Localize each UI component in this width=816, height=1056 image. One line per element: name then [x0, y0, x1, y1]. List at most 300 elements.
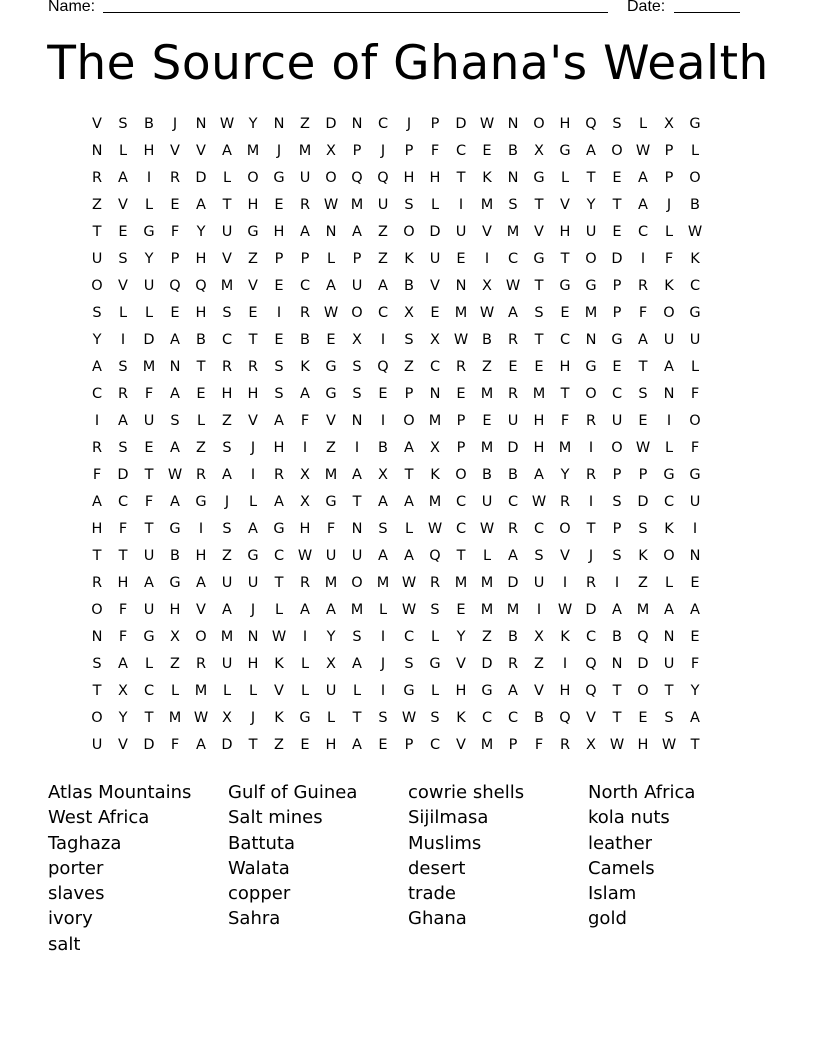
grid-letter: E — [274, 332, 284, 348]
grid-letter: B — [690, 197, 700, 213]
grid-letter: H — [533, 413, 545, 429]
grid-letter: W — [219, 116, 235, 132]
grid-row — [84, 111, 734, 138]
grid-letter: O — [403, 224, 415, 240]
grid-letter: V — [560, 548, 570, 564]
word-list-item: Muslims — [408, 832, 482, 854]
grid-row — [84, 678, 734, 705]
grid-letter: E — [430, 305, 440, 321]
grid-letter: R — [299, 305, 311, 321]
grid-letter: M — [506, 224, 520, 240]
grid-letter: R — [637, 278, 649, 294]
grid-letter: Q — [637, 629, 649, 645]
grid-letter: S — [664, 710, 674, 726]
grid-letter: F — [326, 521, 336, 537]
grid-letter: F — [144, 386, 154, 402]
grid-row — [84, 165, 734, 192]
grid-letter: L — [560, 170, 570, 186]
grid-letter: A — [612, 602, 622, 618]
word-list-item: cowrie shells — [408, 782, 525, 803]
grid-letter: D — [195, 170, 207, 186]
grid-letter: C — [377, 305, 389, 321]
grid-letter: B — [508, 629, 518, 645]
grid-row — [84, 543, 734, 570]
grid-letter: H — [247, 197, 259, 213]
grid-letter: A — [508, 683, 518, 699]
grid-letter: H — [533, 440, 545, 456]
grid-letter: U — [143, 548, 155, 564]
grid-letter: O — [689, 170, 701, 186]
grid-letter: H — [195, 305, 207, 321]
grid-letter: L — [118, 143, 128, 159]
grid-letter: W — [531, 494, 547, 510]
grid-letter: V — [170, 143, 180, 159]
grid-letter: V — [534, 683, 544, 699]
grid-letter: E — [690, 575, 700, 591]
grid-letter: Y — [560, 467, 570, 483]
grid-letter: T — [534, 197, 544, 213]
grid-letter: U — [585, 224, 597, 240]
grid-letter: K — [430, 467, 440, 483]
grid-letter: R — [585, 413, 597, 429]
grid-letter: I — [198, 521, 204, 537]
grid-letter: U — [377, 197, 389, 213]
grid-letter: H — [559, 116, 571, 132]
grid-letter: E — [482, 413, 492, 429]
grid-letter: D — [611, 251, 623, 267]
grid-letter: L — [690, 359, 700, 375]
grid-letter: X — [326, 143, 336, 159]
grid-letter: U — [247, 575, 259, 591]
grid-letter: L — [222, 683, 232, 699]
grid-letter: N — [429, 386, 441, 402]
grid-letter: A — [196, 575, 206, 591]
grid-letter: B — [482, 467, 492, 483]
grid-letter: C — [299, 278, 311, 294]
grid-letter: E — [170, 197, 180, 213]
grid-letter: S — [508, 197, 518, 213]
grid-letter: U — [481, 494, 493, 510]
grid-letter: L — [664, 575, 674, 591]
grid-letter: L — [300, 656, 310, 672]
grid-letter: M — [480, 737, 494, 753]
grid-letter: G — [689, 467, 701, 483]
grid-letter: S — [612, 116, 622, 132]
grid-letter: G — [533, 170, 545, 186]
grid-letter: V — [248, 278, 258, 294]
grid-row — [84, 327, 734, 354]
grid-letter: R — [585, 575, 597, 591]
grid-letter: A — [638, 197, 648, 213]
grid-letter: M — [454, 575, 468, 591]
grid-letter: A — [404, 548, 414, 564]
grid-letter: K — [300, 359, 310, 375]
grid-letter: N — [351, 116, 363, 132]
grid-letter: G — [247, 548, 259, 564]
word-list-item: ivory — [48, 908, 93, 930]
grid-letter: H — [637, 737, 649, 753]
grid-letter: W — [401, 710, 417, 726]
grid-letter: N — [91, 143, 103, 159]
grid-letter: S — [534, 305, 544, 321]
grid-letter: V — [482, 224, 492, 240]
grid-letter: H — [273, 224, 285, 240]
grid-letter: C — [455, 494, 467, 510]
grid-letter: U — [143, 602, 155, 618]
grid-letter: M — [636, 602, 650, 618]
grid-letter: D — [481, 656, 493, 672]
grid-letter: G — [689, 305, 701, 321]
grid-letter: A — [352, 467, 362, 483]
grid-letter: Z — [248, 251, 258, 267]
grid-letter: L — [300, 683, 310, 699]
grid-letter: O — [351, 305, 363, 321]
grid-letter: F — [534, 737, 544, 753]
grid-letter: Y — [586, 197, 596, 213]
word-list-item: salt — [48, 933, 81, 955]
grid-letter: A — [534, 467, 544, 483]
grid-letter: W — [401, 602, 417, 618]
grid-letter: I — [640, 251, 646, 267]
grid-letter: L — [326, 710, 336, 726]
grid-row — [84, 732, 734, 759]
grid-letter: P — [612, 305, 622, 321]
word-list-item: Ghana — [408, 908, 467, 930]
grid-letter: S — [274, 359, 284, 375]
grid-letter: Z — [482, 629, 492, 645]
grid-letter: P — [456, 440, 466, 456]
grid-letter: N — [91, 629, 103, 645]
grid-letter: F — [118, 521, 128, 537]
grid-letter: M — [584, 305, 598, 321]
grid-letter: L — [248, 494, 258, 510]
grid-letter: K — [664, 521, 674, 537]
grid-row — [84, 489, 734, 516]
grid-letter: C — [559, 332, 571, 348]
grid-letter: T — [612, 197, 622, 213]
grid-letter: M — [324, 467, 338, 483]
grid-letter: R — [169, 170, 181, 186]
grid-letter: E — [612, 170, 622, 186]
grid-letter: E — [170, 305, 180, 321]
grid-letter: M — [558, 440, 572, 456]
grid-letter: L — [118, 305, 128, 321]
grid-letter: M — [506, 602, 520, 618]
grid-letter: R — [91, 575, 103, 591]
grid-letter: G — [325, 386, 337, 402]
grid-letter: U — [429, 251, 441, 267]
grid-letter: T — [612, 710, 622, 726]
grid-letter: O — [585, 251, 597, 267]
grid-letter: P — [430, 116, 440, 132]
grid-letter: U — [325, 548, 337, 564]
grid-letter: P — [352, 143, 362, 159]
grid-letter: J — [224, 494, 230, 510]
grid-letter: R — [91, 440, 103, 456]
grid-letter: E — [378, 386, 388, 402]
grid-letter: G — [663, 467, 675, 483]
grid-letter: H — [403, 170, 415, 186]
grid-letter: A — [196, 197, 206, 213]
grid-row — [84, 381, 734, 408]
grid-letter: V — [196, 143, 206, 159]
grid-letter: U — [507, 413, 519, 429]
grid-letter: D — [455, 116, 467, 132]
grid-letter: U — [299, 170, 311, 186]
grid-letter: O — [585, 386, 597, 402]
grid-letter: W — [479, 521, 495, 537]
grid-letter: A — [274, 413, 284, 429]
grid-letter: I — [94, 413, 100, 429]
grid-letter: A — [378, 278, 388, 294]
grid-letter: S — [92, 656, 102, 672]
grid-letter: C — [429, 359, 441, 375]
grid-letter: A — [508, 305, 518, 321]
grid-letter: F — [664, 251, 674, 267]
grid-letter: U — [351, 278, 363, 294]
grid-letter: L — [690, 143, 700, 159]
grid-letter: W — [635, 440, 651, 456]
grid-letter: U — [325, 683, 337, 699]
grid-letter: A — [170, 386, 180, 402]
grid-letter: Z — [222, 413, 232, 429]
grid-letter: T — [586, 521, 596, 537]
grid-letter: A — [586, 143, 596, 159]
grid-letter: I — [458, 197, 464, 213]
grid-letter: G — [585, 359, 597, 375]
grid-letter: C — [455, 143, 467, 159]
grid-letter: P — [612, 521, 622, 537]
grid-letter: Z — [274, 737, 284, 753]
grid-letter: Z — [482, 359, 492, 375]
grid-letter: X — [326, 656, 336, 672]
grid-letter: O — [91, 710, 103, 726]
grid-letter: R — [559, 737, 571, 753]
grid-letter: B — [534, 710, 544, 726]
grid-letter: W — [479, 116, 495, 132]
grid-letter: T — [222, 197, 232, 213]
grid-letter: M — [454, 305, 468, 321]
grid-letter: A — [326, 602, 336, 618]
grid-letter: E — [612, 224, 622, 240]
grid-letter: E — [326, 332, 336, 348]
grid-letter: X — [430, 332, 440, 348]
grid-letter: G — [195, 494, 207, 510]
grid-letter: E — [482, 143, 492, 159]
grid-letter: H — [429, 170, 441, 186]
grid-letter: M — [480, 440, 494, 456]
word-list-item: Taghaza — [48, 832, 122, 854]
grid-letter: A — [222, 602, 232, 618]
grid-letter: G — [273, 521, 285, 537]
grid-letter: E — [638, 413, 648, 429]
grid-letter: U — [91, 737, 103, 753]
grid-letter: S — [378, 521, 388, 537]
grid-letter: L — [482, 548, 492, 564]
grid-letter: H — [299, 521, 311, 537]
grid-letter: C — [585, 629, 597, 645]
word-list-item: Walata — [228, 857, 290, 879]
grid-row — [84, 651, 734, 678]
grid-letter: A — [638, 332, 648, 348]
grid-letter: B — [170, 548, 180, 564]
grid-letter: V — [430, 278, 440, 294]
word-list-item: Atlas Mountains — [48, 782, 192, 803]
grid-letter: Q — [559, 710, 571, 726]
grid-letter: C — [429, 737, 441, 753]
grid-letter: Z — [222, 548, 232, 564]
grid-letter: N — [455, 278, 467, 294]
grid-letter: O — [533, 116, 545, 132]
grid-letter: R — [273, 467, 285, 483]
grid-letter: C — [221, 332, 233, 348]
grid-letter: M — [480, 386, 494, 402]
grid-letter: C — [455, 521, 467, 537]
grid-letter: P — [274, 251, 284, 267]
grid-letter: Y — [92, 332, 102, 348]
grid-letter: A — [170, 440, 180, 456]
grid-letter: W — [297, 548, 313, 564]
grid-letter: W — [479, 305, 495, 321]
grid-letter: E — [196, 386, 206, 402]
grid-letter: P — [456, 413, 466, 429]
grid-letter: L — [144, 656, 154, 672]
grid-letter: A — [664, 602, 674, 618]
grid-letter: F — [170, 224, 180, 240]
grid-row — [84, 246, 734, 273]
grid-letter: B — [508, 143, 518, 159]
grid-letter: C — [117, 494, 129, 510]
grid-letter: V — [92, 116, 102, 132]
grid-letter: L — [144, 197, 154, 213]
name-blank-line — [103, 12, 608, 13]
grid-letter: J — [250, 710, 256, 726]
grid-letter: W — [427, 521, 443, 537]
grid-letter: U — [221, 575, 233, 591]
grid-letter: S — [118, 251, 128, 267]
grid-letter: T — [560, 251, 570, 267]
grid-letter: D — [637, 494, 649, 510]
grid-letter: G — [143, 224, 155, 240]
word-list-item: porter — [48, 857, 104, 879]
grid-letter: A — [638, 170, 648, 186]
grid-letter: K — [274, 710, 284, 726]
grid-letter: I — [536, 602, 542, 618]
grid-letter: R — [247, 359, 259, 375]
grid-letter: J — [276, 143, 282, 159]
grid-letter: P — [664, 143, 674, 159]
grid-letter: M — [480, 575, 494, 591]
word-list-item: Sijilmasa — [408, 807, 489, 829]
grid-letter: R — [507, 656, 519, 672]
word-list-item: copper — [228, 883, 291, 905]
grid-letter: X — [300, 467, 310, 483]
grid-letter: M — [376, 575, 390, 591]
grid-letter: U — [663, 656, 675, 672]
grid-letter: P — [300, 251, 310, 267]
grid-letter: P — [612, 278, 622, 294]
grid-row — [84, 570, 734, 597]
header — [48, 0, 748, 17]
grid-letter: Y — [690, 683, 700, 699]
grid-letter: T — [274, 575, 284, 591]
grid-letter: A — [222, 143, 232, 159]
grid-letter: Q — [195, 278, 207, 294]
grid-letter: K — [690, 251, 700, 267]
grid-letter: E — [456, 386, 466, 402]
grid-letter: H — [247, 386, 259, 402]
grid-letter: F — [144, 494, 154, 510]
grid-letter: A — [664, 359, 674, 375]
grid-letter: X — [222, 710, 232, 726]
grid-letter: C — [91, 386, 103, 402]
grid-letter: S — [612, 548, 622, 564]
grid-letter: R — [195, 467, 207, 483]
grid-letter: R — [299, 575, 311, 591]
grid-letter: G — [273, 170, 285, 186]
grid-letter: T — [248, 332, 258, 348]
grid-letter: I — [146, 170, 152, 186]
grid-letter: A — [92, 359, 102, 375]
grid-letter: U — [455, 224, 467, 240]
grid-letter: L — [378, 602, 388, 618]
grid-letter: T — [144, 467, 154, 483]
date-blank-line — [674, 12, 740, 13]
grid-letter: E — [144, 440, 154, 456]
grid-letter: L — [404, 521, 414, 537]
grid-letter: S — [222, 305, 232, 321]
grid-letter: O — [559, 521, 571, 537]
grid-letter: L — [664, 440, 674, 456]
grid-letter: S — [222, 440, 232, 456]
grid-letter: E — [508, 359, 518, 375]
grid-letter: G — [169, 575, 181, 591]
grid-letter: A — [92, 494, 102, 510]
grid-letter: I — [588, 494, 594, 510]
word-list-item: North Africa — [588, 782, 696, 803]
grid-letter: A — [352, 737, 362, 753]
grid-letter: S — [274, 386, 284, 402]
grid-letter: K — [638, 548, 648, 564]
word-search-grid — [84, 111, 734, 759]
grid-letter: B — [196, 332, 206, 348]
grid-letter: K — [560, 629, 570, 645]
grid-letter: F — [690, 656, 700, 672]
grid-letter: U — [351, 548, 363, 564]
grid-letter: A — [300, 602, 310, 618]
grid-letter: A — [170, 494, 180, 510]
grid-letter: G — [481, 683, 493, 699]
grid-letter: S — [612, 494, 622, 510]
grid-letter: D — [325, 116, 337, 132]
grid-letter: U — [663, 332, 675, 348]
grid-letter: B — [144, 116, 154, 132]
grid-letter: H — [247, 656, 259, 672]
grid-row — [84, 408, 734, 435]
grid-letter: R — [507, 521, 519, 537]
word-list-item: Camels — [588, 857, 655, 879]
grid-letter: H — [91, 521, 103, 537]
grid-letter: Z — [92, 197, 102, 213]
grid-letter: Y — [248, 116, 258, 132]
grid-letter: Z — [638, 575, 648, 591]
grid-letter: X — [664, 116, 674, 132]
grid-letter: S — [222, 521, 232, 537]
grid-letter: L — [430, 629, 440, 645]
grid-letter: P — [404, 737, 414, 753]
grid-letter: D — [143, 737, 155, 753]
grid-letter: R — [91, 170, 103, 186]
